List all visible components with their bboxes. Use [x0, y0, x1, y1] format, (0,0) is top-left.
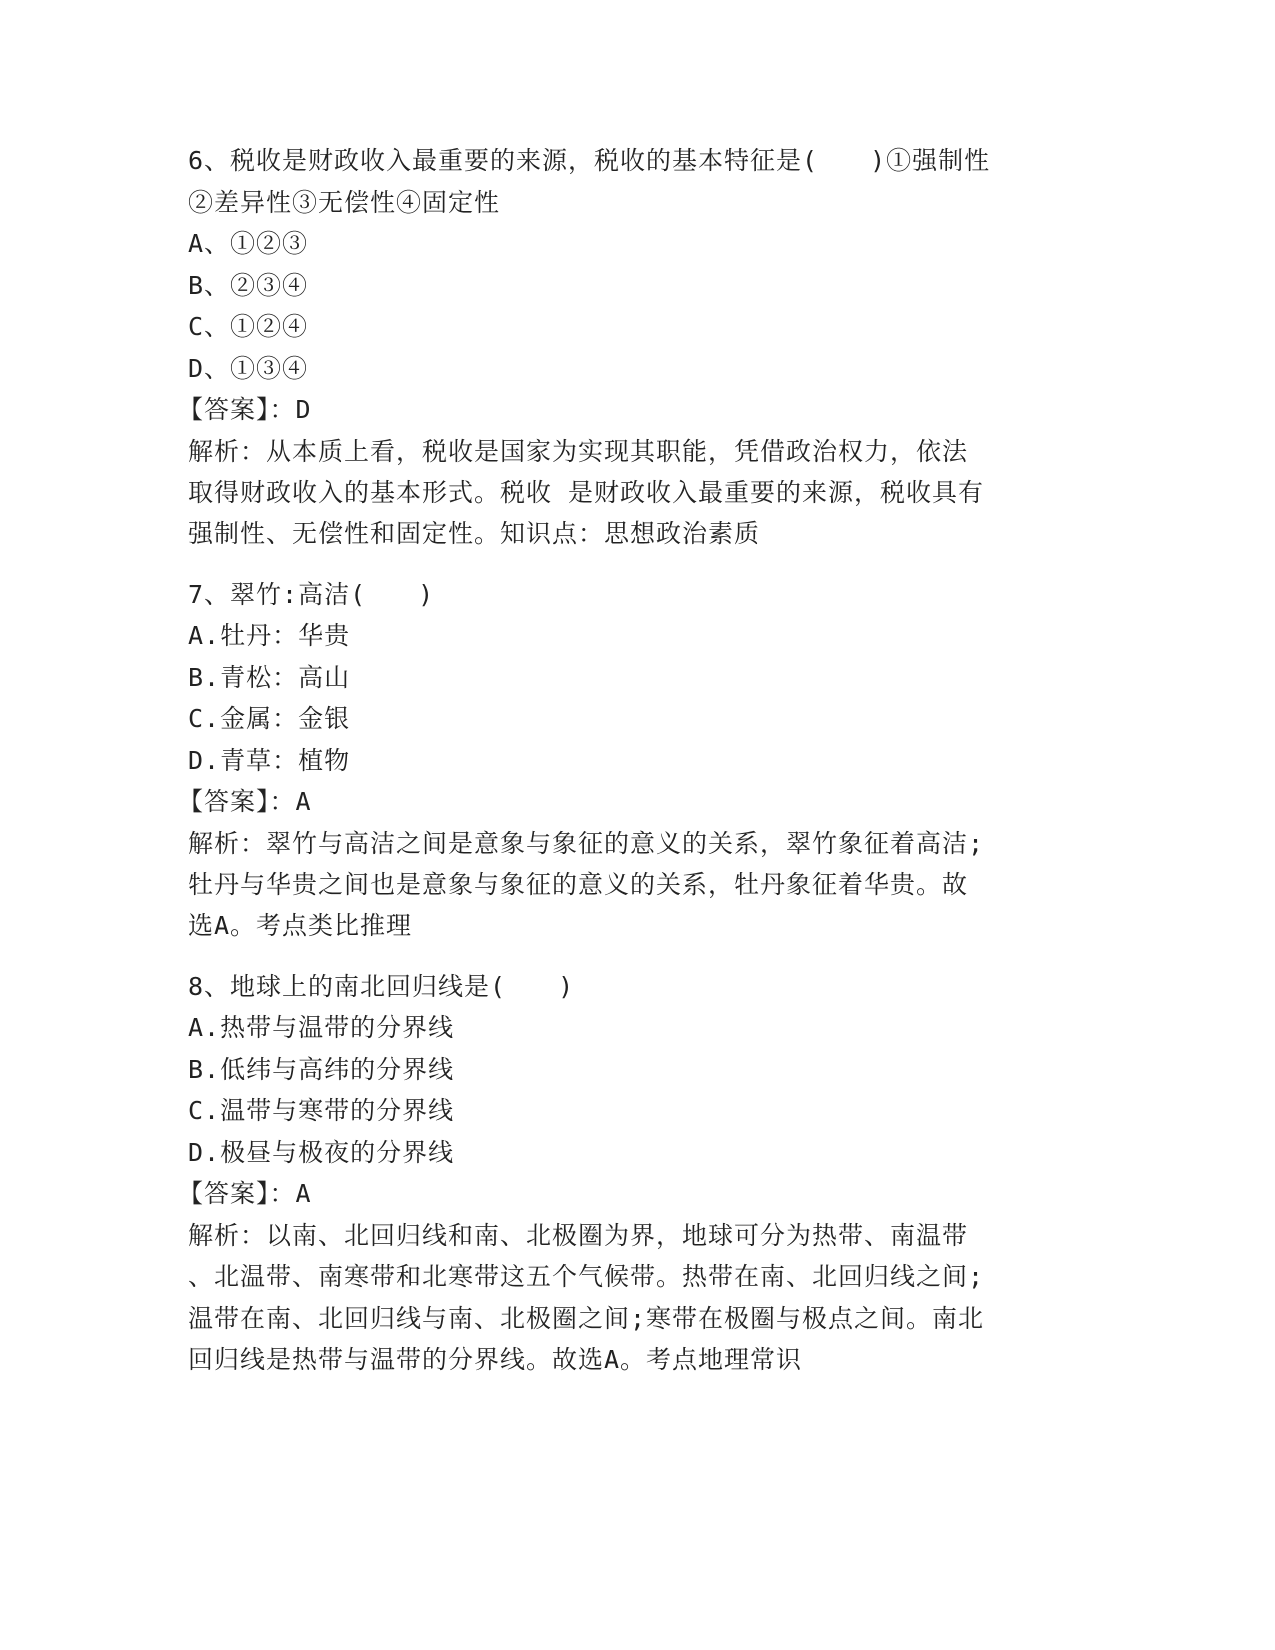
option-d: D.青草：植物 [188, 746, 351, 775]
option-b: B、②③④ [188, 271, 309, 300]
analysis-line: 取得财政收入的基本形式。税收 是财政收入最重要的来源，税收具有 [188, 478, 985, 507]
option-d: D.极昼与极夜的分界线 [188, 1138, 455, 1167]
analysis-line: 选A。考点类比推理 [188, 911, 413, 940]
analysis-line: 、北温带、南寒带和北寒带这五个气候带。热带在南、北回归线之间; [188, 1262, 985, 1291]
analysis-line: 温带在南、北回归线与南、北极圈之间;寒带在极圈与极点之间。南北 [188, 1304, 985, 1333]
option-a: A.热带与温带的分界线 [188, 1013, 455, 1042]
analysis-line: 回归线是热带与温带的分界线。故选A。考点地理常识 [188, 1345, 803, 1374]
analysis-line: 强制性、无偿性和固定性。知识点：思想政治素质 [188, 519, 761, 548]
answer: 【答案】：A [178, 1179, 312, 1208]
option-c: C.温带与寒带的分界线 [188, 1096, 455, 1125]
answer: 【答案】：A [178, 787, 312, 816]
analysis-line: 解析：从本质上看，税收是国家为实现其职能，凭借政治权力，依法 [188, 437, 969, 466]
option-c: C、①②④ [188, 312, 309, 341]
question-stem: 6、税收是财政收入最重要的来源，税收的基本特征是( )①强制性 [188, 146, 991, 175]
answer: 【答案】：D [178, 395, 312, 424]
option-b: B.青松：高山 [188, 663, 351, 692]
option-d: D、①③④ [188, 354, 309, 383]
analysis-line: 解析：翠竹与高洁之间是意象与象征的意义的关系，翠竹象征着高洁; [188, 829, 985, 858]
question-stem: ②差异性③无偿性④固定性 [188, 188, 501, 217]
option-a: A、①②③ [188, 229, 309, 258]
option-c: C.金属：金银 [188, 704, 351, 733]
question-stem: 8、地球上的南北回归线是( ) [188, 972, 575, 1001]
option-a: A.牡丹：华贵 [188, 621, 351, 650]
analysis-line: 解析：以南、北回归线和南、北极圈为界，地球可分为热带、南温带 [188, 1221, 969, 1250]
option-b: B.低纬与高纬的分界线 [188, 1055, 455, 1084]
question-stem: 7、翠竹:高洁( ) [188, 580, 435, 609]
analysis-line: 牡丹与华贵之间也是意象与象征的意义的关系，牡丹象征着华贵。故 [188, 870, 969, 899]
